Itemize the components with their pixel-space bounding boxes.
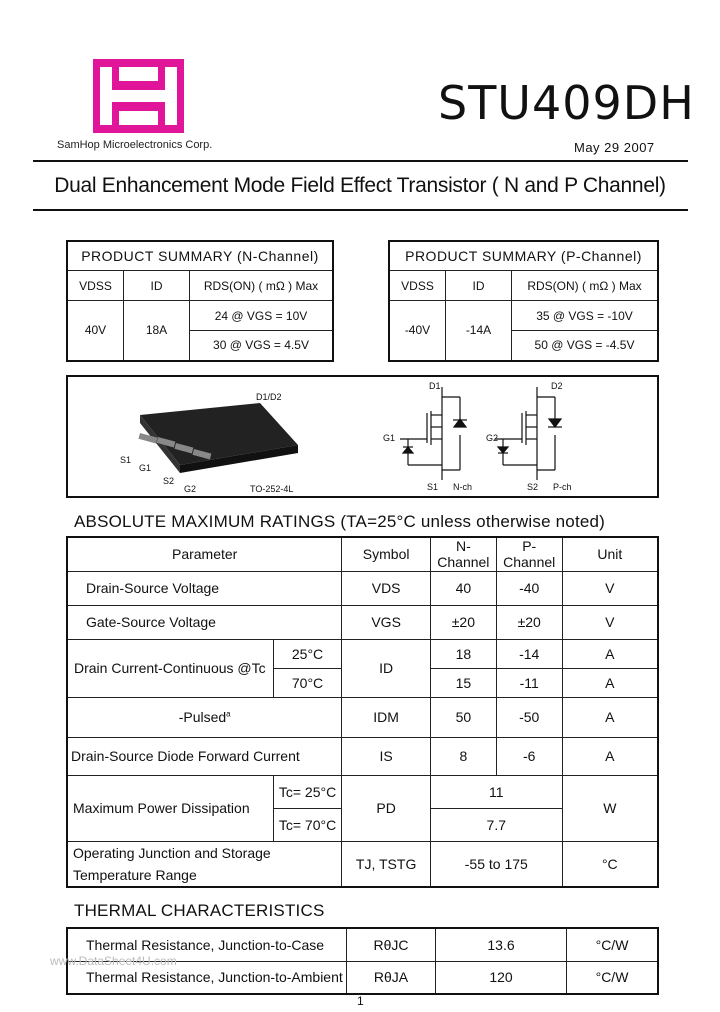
page-number: 1 [357,994,364,1008]
sym-id: ID [342,639,431,697]
pin-label-d1d2: D1/D2 [256,392,282,402]
n-channel-label: N-ch [453,482,473,492]
col-id: ID [446,271,512,301]
thermal-sym-jc: RθJC [347,928,436,961]
unit-idm: A [562,697,658,737]
document-title: Dual Enhancement Mode Field Effect Transistor ( N and P Channel) [54,174,666,197]
amr-table [66,536,659,888]
header-p-channel: P-Channel [496,537,562,571]
thermal-val-jc: 13.6 [436,928,567,961]
n-is: 8 [430,737,496,775]
col-rds: RDS(ON) ( mΩ ) Max [190,271,334,301]
col-vdss: VDSS [67,271,124,301]
n-id-25: 18 [430,639,496,668]
amr-title-condition: (TA=25°C unless otherwise noted) [340,512,606,531]
p-id-25: -14 [496,639,562,668]
cond-id-70: 70°C [273,668,342,697]
summary-n-rds2: 30 @ VGS = 4.5V [190,331,334,361]
val-tj: -55 to 175 [430,841,562,887]
unit-is: A [562,737,658,775]
document-date: May 29 2007 [574,140,655,155]
thermal-unit-ja: °C/W [567,961,659,994]
thermal-title: THERMAL CHARACTERISTICS [74,901,325,920]
summary-p-vdss: -40V [389,301,446,361]
param-idm [67,697,342,737]
sym-vds: VDS [342,571,431,605]
param-vgs: Gate-Source Voltage [67,605,342,639]
pin-label-g1: G1 [139,463,152,473]
param-tj-line1: Operating Junction and Storage [73,844,271,861]
footnote-a: a [226,709,231,719]
col-rds: RDS(ON) ( mΩ ) Max [512,271,659,301]
summary-p-header: PRODUCT SUMMARY (P-Channel) [389,241,658,271]
val-pd-25: 11 [430,775,562,808]
thermal-param-jc: Thermal Resistance, Junction-to-Case [67,928,347,961]
n-source-label: S1 [427,482,439,492]
sym-pd: PD [342,775,431,841]
param-is: Drain-Source Diode Forward Current [67,737,342,775]
p-source-label: S2 [527,482,539,492]
col-vdss: VDSS [389,271,446,301]
n-drain-label: D1 [429,381,441,391]
unit-vds: V [562,571,658,605]
param-pd: Maximum Power Dissipation [67,775,273,841]
p-gate-label: G2 [486,433,499,443]
n-vgs: ±20 [430,605,496,639]
sym-tj: TJ, TSTG [342,841,431,887]
summary-p-id: -14A [446,301,512,361]
thermal-sym-ja: RθJA [347,961,436,994]
amr-title-text: ABSOLUTE MAXIMUM RATINGS [74,512,336,531]
param-tj [67,841,342,887]
param-vds: Drain-Source Voltage [67,571,342,605]
thermal-unit-jc: °C/W [567,928,659,961]
n-id-70: 15 [430,668,496,697]
thermal-val-ja: 120 [436,961,567,994]
header-symbol: Symbol [342,537,431,571]
n-gate-label: G1 [383,433,396,443]
n-idm: 50 [430,697,496,737]
pin-label-s2: S2 [163,476,175,486]
p-channel-schematic [490,385,580,485]
divider-top [33,160,688,162]
p-idm: -50 [496,697,562,737]
p-vds: -40 [496,571,562,605]
watermark: www.DataSheet4U.com [50,954,177,968]
part-number: STU409DH [438,76,695,130]
sym-vgs: VGS [342,605,431,639]
p-id-70: -11 [496,668,562,697]
col-id: ID [124,271,190,301]
pin-label-s1: S1 [120,455,132,465]
summary-n-id: 18A [124,301,190,361]
unit-id-70: A [562,668,658,697]
pin-label-g2: G2 [184,484,197,494]
package-name: TO-252-4L [250,484,294,494]
unit-id-25: A [562,639,658,668]
amr-title [74,512,605,532]
p-drain-label: D2 [551,381,563,391]
param-tj-line2: Temperature Range [73,866,197,883]
n-vds: 40 [430,571,496,605]
p-is: -6 [496,737,562,775]
header-parameter: Parameter [67,537,342,571]
divider-title [33,209,688,211]
n-channel-schematic [395,385,485,485]
product-summary-p [388,240,659,362]
p-vgs: ±20 [496,605,562,639]
sym-idm: IDM [342,697,431,737]
summary-n-vdss: 40V [67,301,124,361]
summary-n-header: PRODUCT SUMMARY (N-Channel) [67,241,333,271]
cond-pd-70: Tc= 70°C [273,808,342,841]
summary-n-rds1: 24 @ VGS = 10V [190,301,334,331]
sym-is: IS [342,737,431,775]
p-channel-label: P-ch [553,482,572,492]
header-n-channel: N-Channel [430,537,496,571]
company-logo [93,59,184,133]
header-unit: Unit [562,537,658,571]
summary-p-rds1: 35 @ VGS = -10V [512,301,659,331]
company-name: SamHop Microelectronics Corp. [57,139,213,151]
param-id: Drain Current-Continuous @Tc [67,639,273,697]
cond-pd-25: Tc= 25°C [273,775,342,808]
summary-p-rds2: 50 @ VGS = -4.5V [512,331,659,361]
cond-id-25: 25°C [273,639,342,668]
unit-pd: W [562,775,658,841]
product-summary-n [66,240,334,362]
param-idm-text: -Pulsed [178,709,227,725]
thermal-param-ja: Thermal Resistance, Junction-to-Ambient [67,961,347,994]
unit-vgs: V [562,605,658,639]
unit-tj: °C [562,841,658,887]
val-pd-70: 7.7 [430,808,562,841]
